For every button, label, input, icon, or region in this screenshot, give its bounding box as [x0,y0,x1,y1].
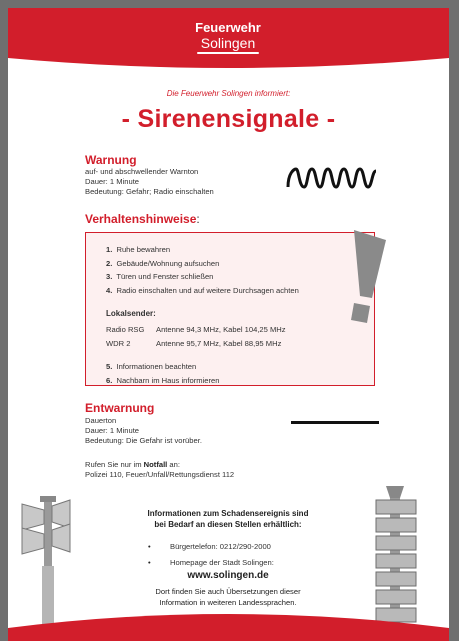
translation-note-line2: Information in weiteren Landessprachen. [159,598,297,607]
step-item: 5. Informationen beachten [106,362,197,371]
verhalten-heading [85,212,200,226]
station-row [106,325,286,334]
exclamation-icon [340,228,390,326]
warnung-line1: auf- und abschwellender Warnton [85,167,199,176]
footer-red-band [8,606,449,641]
entwarnung-line3: Bedeutung: Die Gefahr ist vorüber. [85,436,202,445]
notfall-text [85,460,234,480]
entwarnung-text [85,416,202,446]
station-name: Radio RSG [106,325,145,334]
step-item: 6. Nachbarn im Haus informieren [106,375,220,385]
step-item: 3. Türen und Fenster schließen [106,272,214,281]
website-url[interactable]: www.solingen.de [187,570,269,581]
brand-underline [197,52,259,54]
info-list [148,539,274,571]
entwarnung-line1: Dauerton [85,416,117,425]
translation-note [108,586,348,608]
verhalten-heading-text: Verhaltenshinweise [85,212,197,226]
lokalsender-title: Lokalsender: [106,309,156,318]
verhalten-colon: : [196,212,200,226]
brand-line1: Feuerwehr [195,20,261,35]
steps-list-2 [106,360,219,387]
info-heading [108,508,348,530]
brand-line2: Solingen [200,35,256,51]
entwarnung-heading: Entwarnung [85,401,155,415]
step-item: 4. Radio einschalten und auf weitere Durchsagen achten [106,285,299,295]
page-title: - Sirenensignale - [121,105,336,133]
station-freq: Antenne 95,7 MHz, Kabel 88,95 MHz [156,339,282,348]
wave-signal-icon [286,167,378,189]
info-item: • Bürgertelefon: 0212/290-2000 [148,539,274,555]
info-heading-line1: Informationen zum Schadensereignis sind [147,509,309,518]
notfall-line1: Rufen Sie nur im Notfall an: [85,460,180,469]
station-freq: Antenne 94,3 MHz, Kabel 104,25 MHz [156,325,286,334]
page-subtitle: Die Feuerwehr Solingen informiert: [166,89,291,98]
brand-logo [178,20,278,54]
info-heading-line2: bei Bedarf an diesen Stellen erhältlich: [154,520,302,529]
warnung-text [85,167,214,197]
step-item: 1. Ruhe bewahren [106,245,171,254]
step-item: 2. Gebäude/Wohnung aufsuchen [106,258,220,268]
warnung-line2: Dauer: 1 Minute [85,177,140,186]
entwarnung-line2: Dauer: 1 Minute [85,426,140,435]
translation-note-line1: Dort finden Sie auch Übersetzungen dieser [155,587,301,596]
steps-list [106,243,299,297]
station-row [106,339,281,348]
warnung-heading: Warnung [85,153,137,167]
station-name: WDR 2 [106,339,131,348]
hinweise-box [85,232,375,386]
info-item: • Homepage der Stadt Solingen: [148,555,274,571]
flyer-page [8,8,449,641]
warnung-line3: Bedeutung: Gefahr; Radio einschalten [85,187,214,196]
notfall-line2: Polizei 110, Feuer/Unfall/Rettungsdienst 112 [85,470,235,479]
continuous-tone-icon [291,421,379,424]
